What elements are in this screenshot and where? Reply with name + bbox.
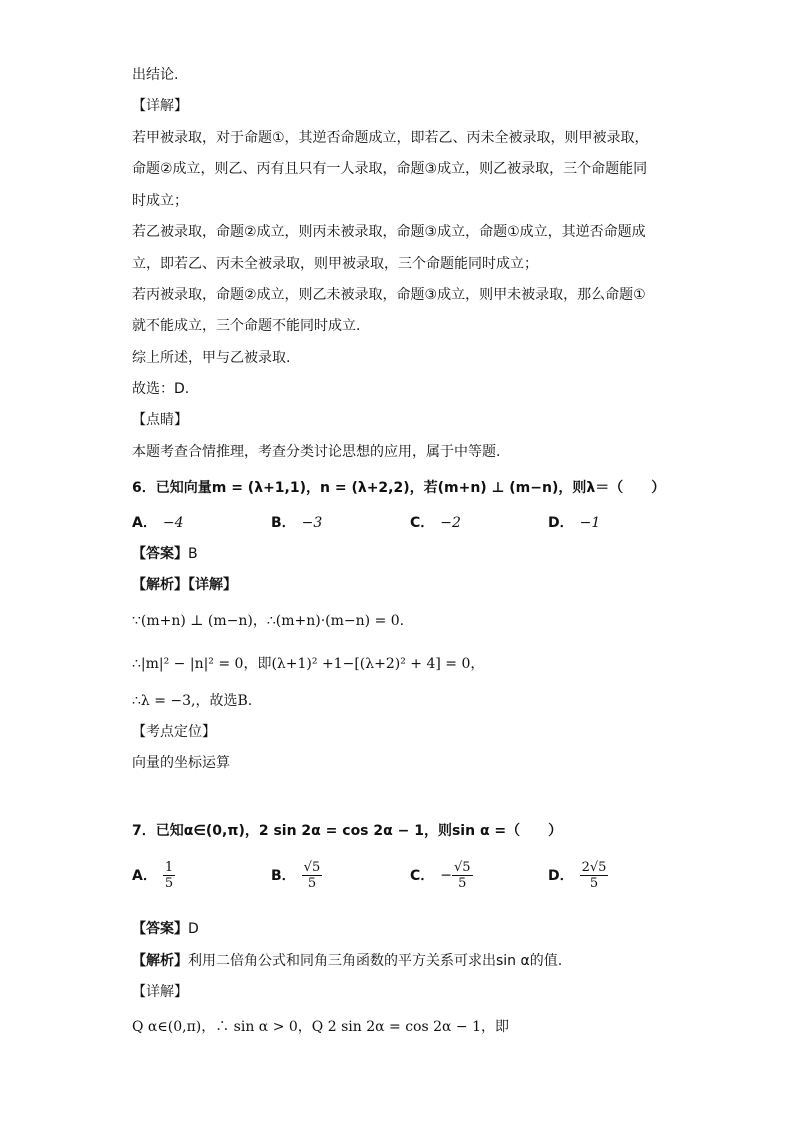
paragraph-line: 时成立； xyxy=(132,193,188,209)
option-value: −2 xyxy=(440,515,461,531)
question-6-stem: 6．已知向量m = (λ+1,1)，n = (λ+2,2)，若(m+n) ⊥ (m−n)，则λ＝（ ） xyxy=(132,480,666,496)
option-fraction xyxy=(302,860,323,891)
q6-option-d xyxy=(548,514,600,532)
option-value: −4 xyxy=(162,515,184,531)
answer-tag: 【答案】 xyxy=(132,546,188,562)
q7-answer-line xyxy=(132,920,199,938)
paragraph-line: 命题②成立，则乙、丙有且只有一人录取，命题③成立，则乙被录取，三个命题能同 xyxy=(132,161,648,177)
option-label: A． xyxy=(132,515,157,531)
q6-option-c xyxy=(410,514,461,532)
q7-option-b xyxy=(271,860,322,891)
option-label: D． xyxy=(548,515,574,531)
fraction-numerator: √5 xyxy=(454,860,471,875)
option-fraction xyxy=(580,860,609,891)
q7-analysis-line xyxy=(132,952,562,970)
q7-option-d xyxy=(548,860,608,891)
option-fraction xyxy=(452,860,473,891)
fraction-denominator: 5 xyxy=(307,876,317,891)
paragraph-line: 若乙被录取，命题②成立，则丙未被录取，命题③成立，命题①成立，其逆否命题成 xyxy=(132,224,646,240)
analysis-text: 利用二倍角公式和同角三角函数的平方关系可求出sin α的值. xyxy=(188,953,563,969)
paragraph-line: 就不能成立，三个命题不能同时成立. xyxy=(132,318,361,334)
fraction-denominator: 5 xyxy=(458,876,467,891)
q7-option-a xyxy=(132,860,175,891)
q6-analysis-heading: 【解析】【详解】 xyxy=(132,577,237,593)
detail-heading: 【详解】 xyxy=(132,98,188,114)
answer-value: D xyxy=(188,921,199,937)
option-value: −3 xyxy=(301,515,323,531)
paragraph-line: 立，即若乙、丙未全被录取，则甲被录取，三个命题能同时成立； xyxy=(132,256,538,272)
analysis-tag: 【解析】 xyxy=(132,953,188,969)
option-sign: − xyxy=(440,867,453,884)
q7-option-c xyxy=(410,860,473,891)
q6-step-1: ∵(m+n) ⊥ (m−n)，∴(m+n)·(m−n) = 0. xyxy=(132,613,405,629)
fraction-numerator: 1 xyxy=(164,860,174,875)
fraction-denominator: 5 xyxy=(164,876,174,891)
fraction-denominator: 5 xyxy=(589,876,599,891)
q6-topic-heading: 【考点定位】 xyxy=(132,724,216,740)
option-label: C． xyxy=(410,515,435,531)
answer-tag: 【答案】 xyxy=(132,921,188,937)
answer-value: B xyxy=(188,546,198,562)
q6-option-a xyxy=(132,514,183,532)
fraction-numerator: √5 xyxy=(303,860,321,875)
q6-step-2: ∴|m|² − |n|² = 0，即(λ+1)² +1−[(λ+2)² + 4] = 0， xyxy=(132,656,485,672)
conclusion-line: 出结论. xyxy=(132,67,179,83)
option-value: −1 xyxy=(579,515,601,531)
paragraph-line: 故选：D. xyxy=(132,381,190,397)
question-7-stem: 7．已知α∈(0,π)，2 sin 2α = cos 2α − 1，则sin α =（ ） xyxy=(132,823,563,839)
q6-topic: 向量的坐标运算 xyxy=(132,755,230,771)
paragraph-line: 若丙被录取，命题②成立，则乙未被录取，命题③成立，则甲未被录取，那么命题① xyxy=(132,287,646,303)
q6-step-3: ∴λ = −3,，故选B. xyxy=(132,693,253,709)
paragraph-line: 若甲被录取，对于命题①，其逆否命题成立，即若乙、丙未全被录取，则甲被录取， xyxy=(132,130,649,146)
option-label: A． xyxy=(132,867,157,884)
comment-heading: 【点睛】 xyxy=(132,412,188,428)
q6-option-b xyxy=(271,514,322,532)
option-label: C． xyxy=(410,867,435,884)
paragraph-line: 本题考查合情推理，考查分类讨论思想的应用，属于中等题. xyxy=(132,444,501,460)
q6-answer-line xyxy=(132,545,198,563)
paragraph-line: 综上所述，甲与乙被录取. xyxy=(132,350,291,366)
fraction-numerator: 2√5 xyxy=(581,860,607,875)
option-label: B． xyxy=(271,867,296,884)
option-label: B． xyxy=(271,515,296,531)
q7-detail-heading: 【详解】 xyxy=(132,984,188,1000)
q7-step-1: Q α∈(0,π)，∴ sin α > 0，Q 2 sin 2α = cos 2α − 1，即 xyxy=(132,1019,510,1035)
option-fraction xyxy=(163,860,175,891)
option-label: D． xyxy=(548,867,574,884)
